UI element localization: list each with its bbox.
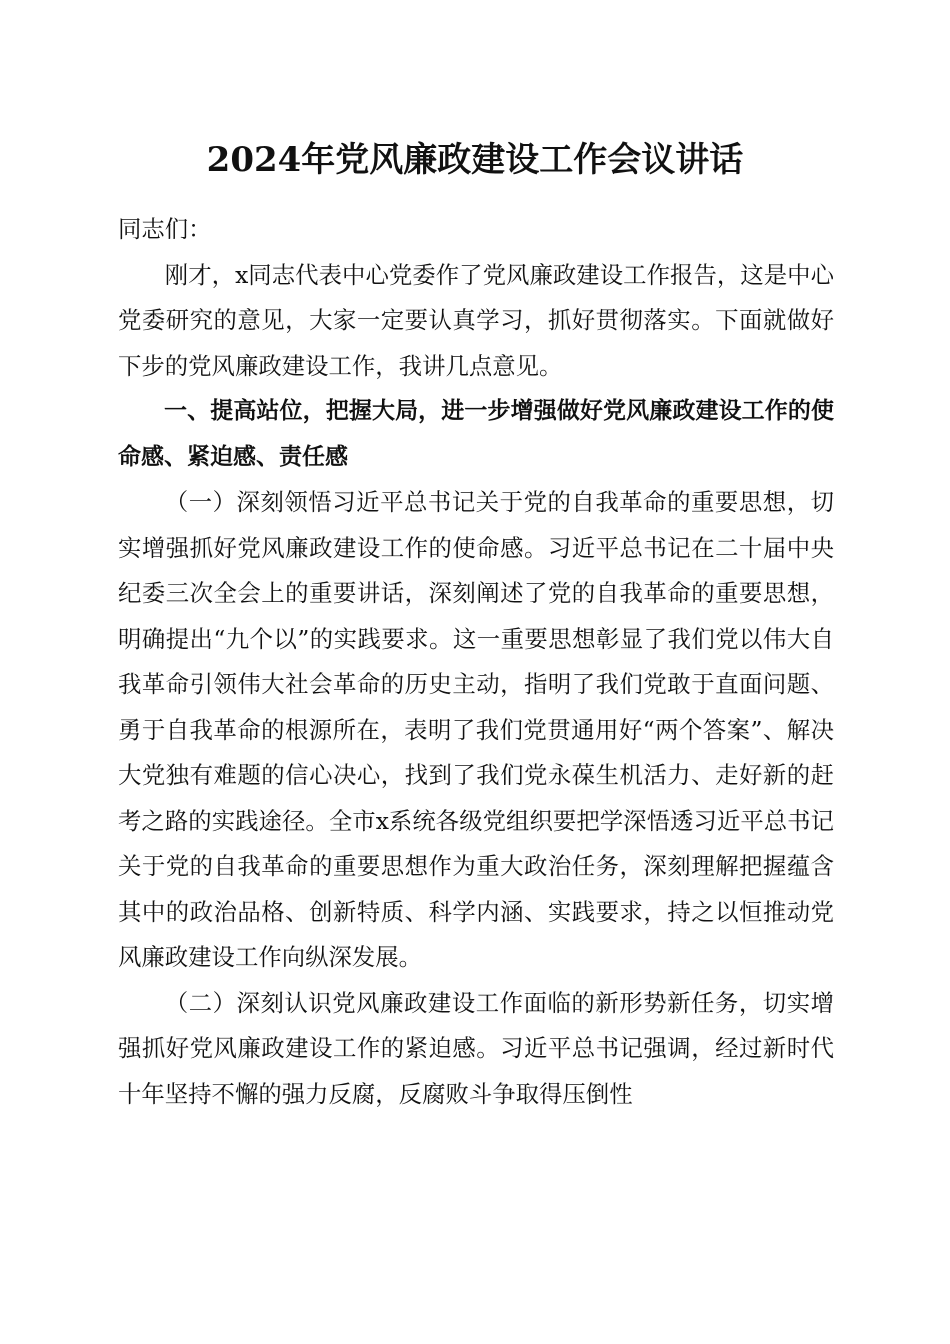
section-heading-1: 一、提高站位，把握大局，进一步增强做好党风廉政建设工作的使命感、紧迫感、责任感 — [118, 398, 834, 470]
document-body — [118, 207, 834, 1117]
section1-paragraph-1: （一）深刻领悟习近平总书记关于党的自我革命的重要思想，切实增强抓好党风廉政建设工作的使命感。习近平总书记在二十届中央纪委三次全会上的重要讲话，深刻阐述了党的自我革命的重要思想，明确提出“九个以”的实践要求。这一重要思想彰显了我们党以伟大自我革命引领伟大社会革命的历史主动，指明了我们党敢于直面问题、勇于自我革命的根源所在，表明了我们党贯通用好“两个答案”、解决大党独有难题的信心决心，找到了我们党永葆生机活力、走好新的赶考之路的实践途径。全市x系统各级党组织要把学深悟透习近平总书记关于党的自我革命的重要思想作为重大政治任务，深刻理解把握蕴含其中的政治品格、创新特质、科学内涵、实践要求，持之以恒推动党风廉政建设工作向纵深发展。 — [118, 488, 834, 971]
document-title: 2024年党风廉政建设工作会议讲话 — [206, 140, 744, 180]
intro-paragraph: 刚才，x同志代表中心党委作了党风廉政建设工作报告，这是中心党委研究的意见，大家一定要认真学习，抓好贯彻落实。下面就做好下步的党风廉政建设工作，我讲几点意见。 — [118, 260, 834, 380]
section1-paragraph-2: （二）深刻认识党风廉政建设工作面临的新形势新任务，切实增强抓好党风廉政建设工作的紧迫感。习近平总书记强调，经过新时代十年坚持不懈的强力反腐，反腐败斗争取得压倒性 — [118, 988, 834, 1108]
salutation: 同志们： — [118, 215, 212, 243]
